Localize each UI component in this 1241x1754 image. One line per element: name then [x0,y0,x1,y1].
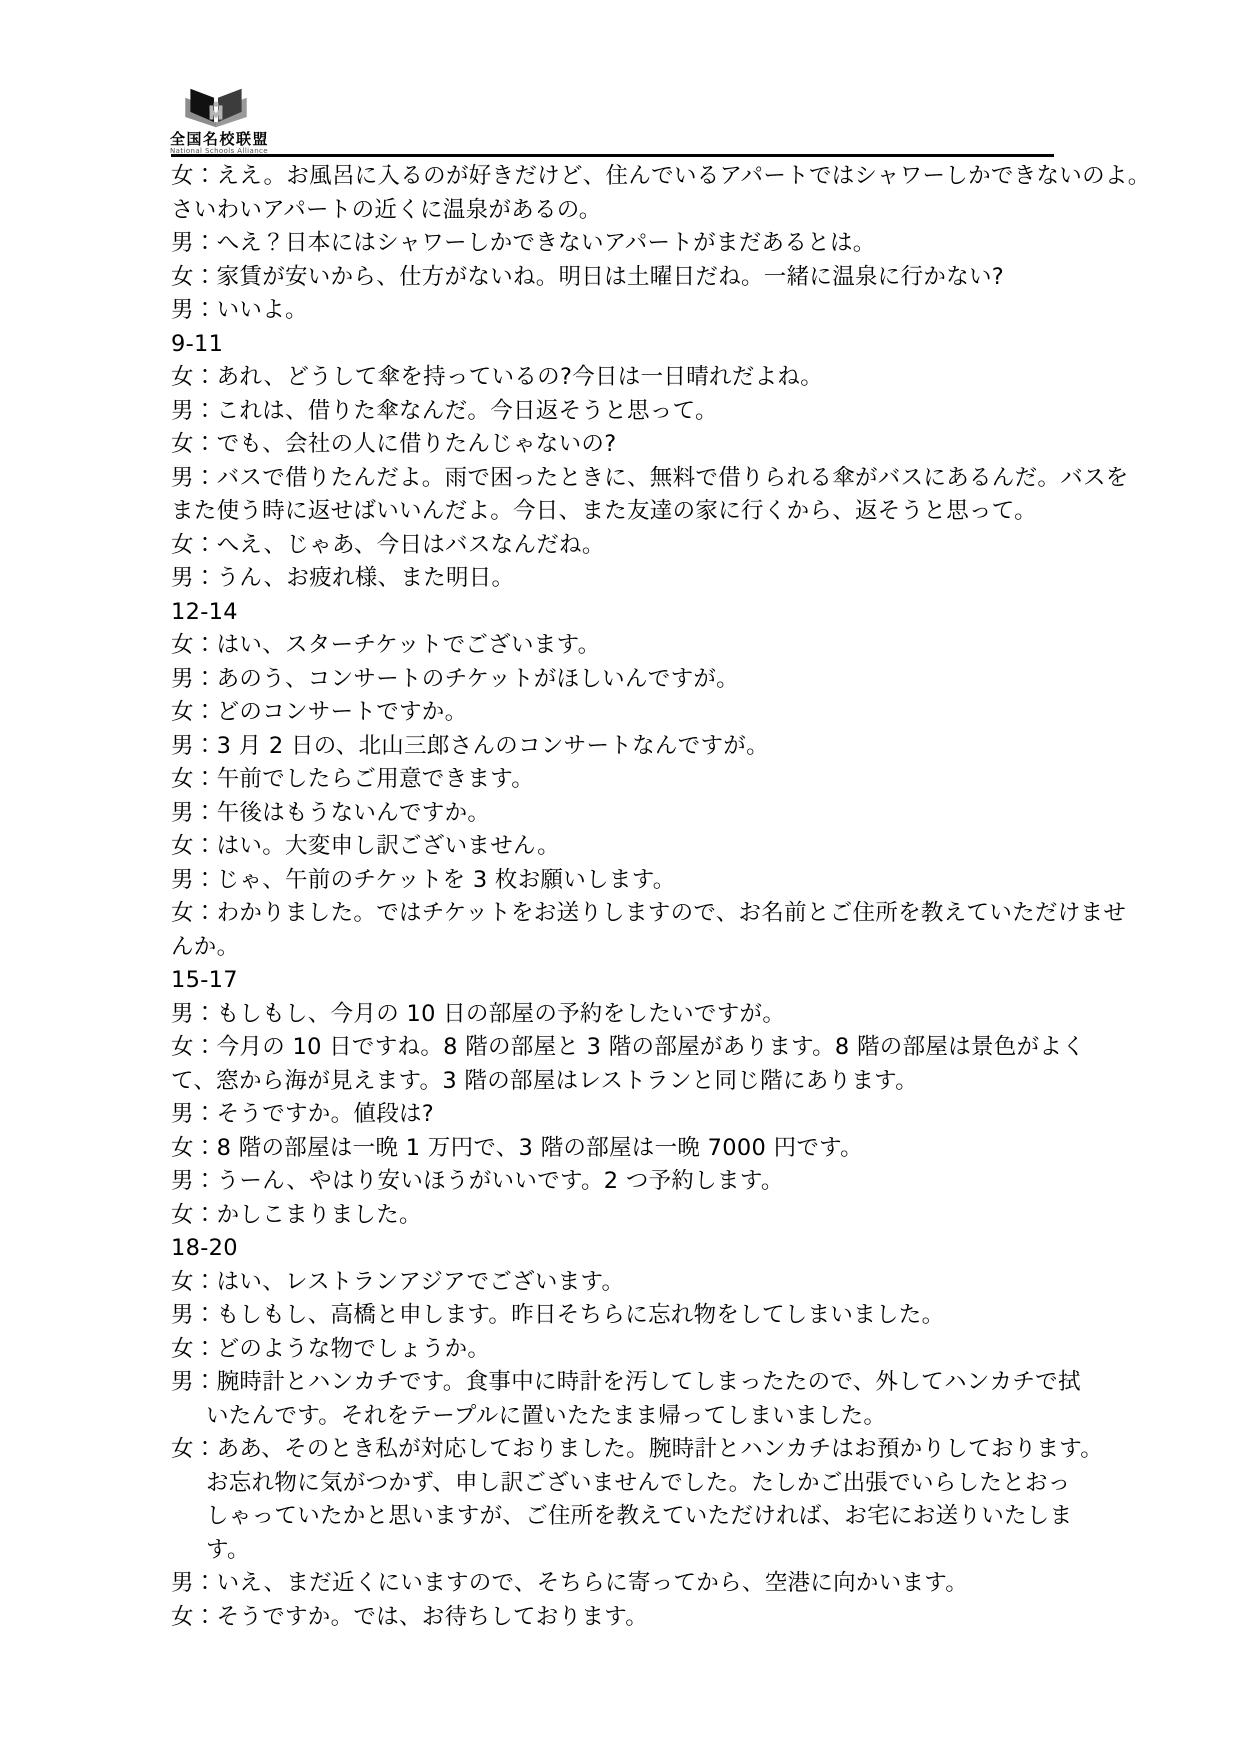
transcript-line: 女：午前でしたらご用意できます。 [171,766,535,792]
transcript-line: 女：わかりました。ではチケットをお送りしますので、お名前とご住所を教えていただけませ [171,900,1127,926]
transcript-line: 男：あのう、コンサートのチケットがほしいんですが。 [171,665,739,692]
transcript-line: 男：うーん、やはり安いほうがいいです。2 つ予約します。 [171,1168,784,1194]
section-number-label: 12-14 [171,598,238,625]
transcript-line: 男：これは、借りた傘なんだ。今日返そうと思って。 [171,397,718,424]
transcript-line: 男：午後はもうないんですか。 [171,799,491,826]
transcript-line: 男：腕時計とハンカチです。食事中に時計を汚してしまったたので、外してハンカチで拭 [171,1369,1081,1395]
transcript-line: 女：家賃が安いから、仕方がないね。明日は土曜日だね。一緒に温泉に行かない? [171,263,1005,290]
transcript-line: 男：うん、お疲れ様、また明日。 [171,565,515,591]
logo-brand-chinese: 全国名校联盟 [170,130,270,148]
transcript-line: 女：かしこまりました。 [171,1201,422,1228]
transcript-line: お忘れ物に気がつかず、申し訳ございませんでした。たしかご出張でいらしたとおっ [206,1469,1071,1496]
open-book-icon [184,86,248,130]
transcript-line: 女：そうですか。では、お待ちしております。 [171,1603,649,1630]
logo-brand-english: National Schools Alliance [170,147,269,155]
transcript-line: んか。 [171,933,240,960]
transcript-line: しゃっていたかと思いますが、ご住所を教えていただければ、お宅にお送りいたしま [206,1503,1073,1529]
section-number-label: 18-20 [171,1235,238,1261]
transcript-line: 女：あれ、どうして傘を持っているの?今日は一日晴れだよね。 [171,364,823,390]
transcript-line: 男：3 月 2 日の、北山三郎さんのコンサートなんですが。 [171,732,769,759]
transcript-line: 男：いいよ。 [171,297,308,323]
transcript-line: 女：ええ。お風呂に入るのが好きだけど、住んでいるアパートではシャワーしかできないのよ。 [171,163,1151,189]
logo [170,86,290,155]
transcript-line: 女：どのコンサートですか。 [171,699,468,725]
transcript [171,160,1151,1634]
transcript-line: 女：今月の 10 日ですね。8 階の部屋と 3 階の部屋があります。8 階の部屋は景色がよく [171,1034,1085,1060]
transcript-line: て、窓から海が見えます。3 階の部屋はレストランと同じ階にあります。 [171,1067,918,1094]
transcript-line: 男：じゃ、午前のチケットを 3 枚お願いします。 [171,866,676,893]
transcript-line: いたんです。それをテープルに置いたたまま帰ってしまいました。 [206,1402,887,1429]
section-number-label: 9-11 [171,330,224,357]
transcript-line: 男：へえ？日本にはシャワーしかできないアパートがまだあるとは。 [171,230,876,256]
transcript-line: さいわいアパートの近くに温泉があるの。 [171,196,602,223]
transcript-line: 男：そうですか。値段は? [171,1101,435,1127]
transcript-line: 女：どのような物でしょうか。 [171,1335,491,1362]
transcript-line: 女：へえ、じゃあ、今日はバスなんだね。 [171,531,605,558]
transcript-line: 男：バスで借りたんだよ。雨で困ったときに、無料で借りられる傘がバスにあるんだ。バスを [171,464,1129,491]
transcript-line: 男：いえ、まだ近くにいますので、そちらに寄ってから、空港に向かいます。 [171,1570,969,1596]
transcript-line: 女：8 階の部屋は一晩 1 万円で、3 階の部屋は一晩 7000 円です。 [171,1134,863,1161]
section-number-label: 15-17 [171,967,238,993]
transcript-line: 男：もしもし、今月の 10 日の部屋の予約をしたいですが。 [171,1000,786,1027]
transcript-line: また使う時に返せばいいんだよ。今日、また友達の家に行くから、返そうと思って。 [171,498,1037,524]
transcript-line: 女：はい。大変申し訳ございません。 [171,833,560,859]
transcript-line: 女：でも、会社の人に借りたんじゃないの? [171,431,617,457]
header-divider [171,154,1054,157]
transcript-line: 女：はい、レストランアジアでございます。 [171,1268,625,1295]
transcript-line: 女：ああ、そのとき私が対応しておりました。腕時計とハンカチはお預かりしております。 [171,1436,1104,1462]
transcript-line: 男：もしもし、高橋と申します。昨日そちらに忘れ物をしてしまいました。 [171,1302,945,1328]
transcript-line: す。 [206,1536,250,1563]
transcript-line: 女：はい、スターチケットでございます。 [171,632,601,658]
